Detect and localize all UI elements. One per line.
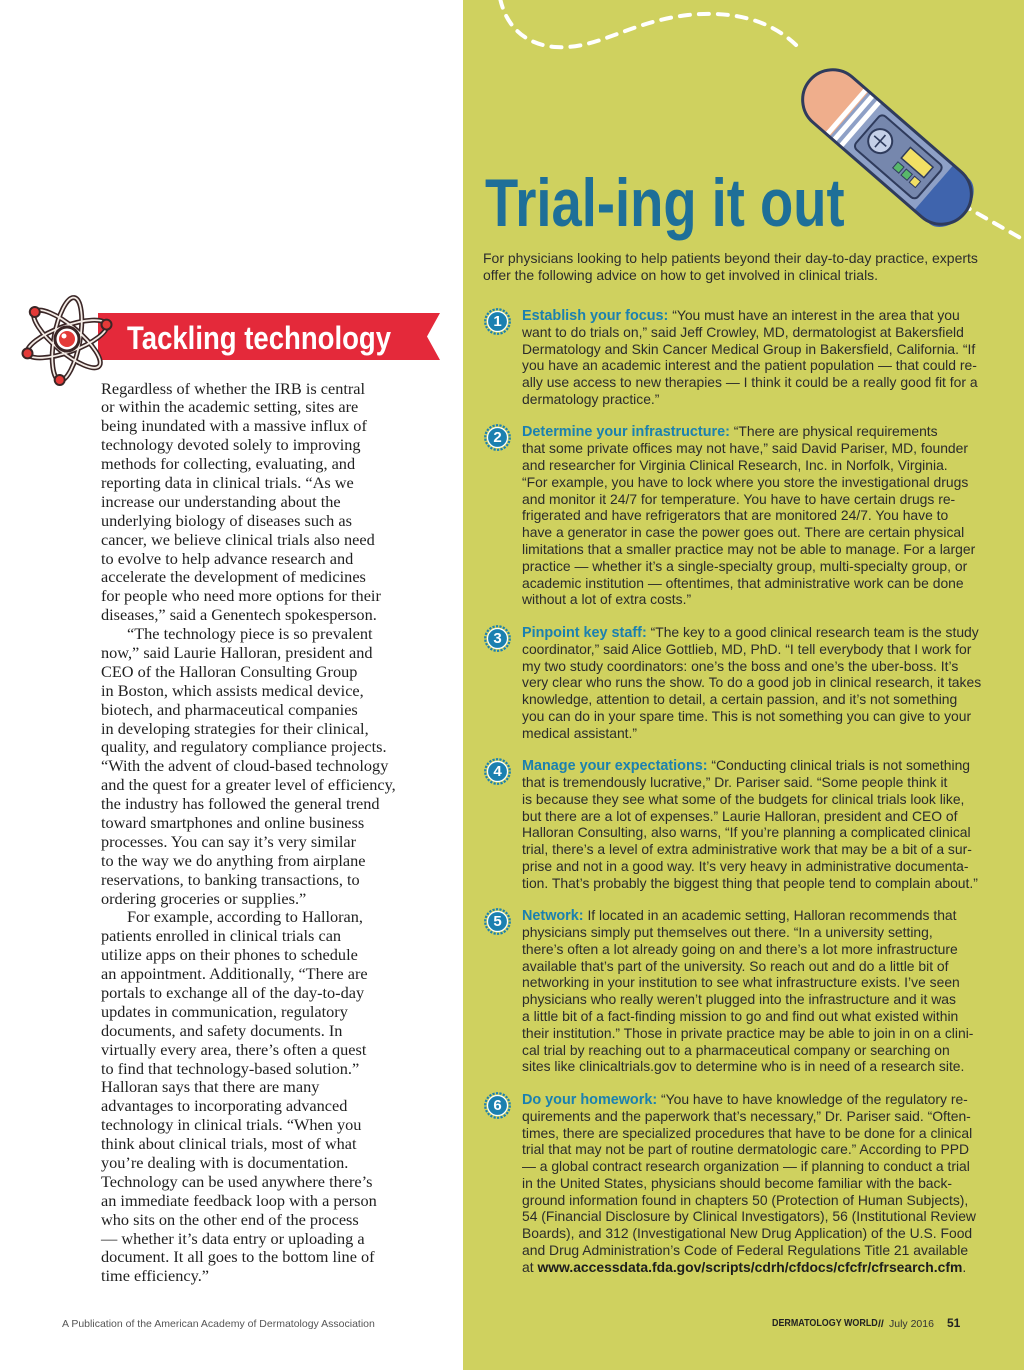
sidebar-text-line: advantages to incorporating advanced bbox=[101, 1096, 348, 1116]
tip-text-segment: at bbox=[522, 1258, 534, 1275]
sidebar-text-line: — whether it’s data entry or uploading a bbox=[101, 1228, 365, 1248]
tip-text-line: physicians who really weren’t plugged into the infrastructure and it was bbox=[522, 991, 956, 1008]
sidebar-text-line: the industry has followed the general trend bbox=[101, 794, 380, 814]
tip-heading: Manage your expectations: bbox=[522, 758, 708, 775]
sidebar-text-line: document. It all goes to the bottom line of bbox=[101, 1247, 375, 1267]
tip-text bbox=[522, 757, 1002, 891]
tip-text-line: is because they see what some of the budgets for clinical trials look like, bbox=[522, 790, 965, 807]
tip-item bbox=[493, 423, 1002, 608]
tip-text-segment: “Conducting clinical trials is not something bbox=[711, 757, 971, 774]
tip-text-segment: “The key to a good clinical research team is the study bbox=[650, 623, 979, 640]
tip-number-badge bbox=[484, 758, 511, 785]
tip-text-line: prise and not in a good way. It’s very heavy in administrative documenta- bbox=[522, 857, 969, 874]
sidebar-text-line: an appointment. Additionally, “There are bbox=[101, 964, 368, 984]
tip-text bbox=[522, 307, 1002, 408]
sidebar-text-line: cancer, we believe clinical trials also need bbox=[101, 529, 375, 549]
sidebar-text-line: being inundated with a massive influx of bbox=[101, 416, 367, 436]
tip-text-line: times, there are specialized procedures that have to be done for a clinical bbox=[522, 1124, 973, 1141]
tip-text-line bbox=[522, 907, 1002, 924]
tip-text-line: Halloran Consulting, also warns, “If you’re planning a complicated clinical bbox=[522, 824, 971, 841]
tip-text-line: Boards), and 312 (Investigational New Drug Application) of the U.S. Food bbox=[522, 1225, 973, 1242]
regulations-url: www.accessdata.fda.gov/scripts/cdrh/cfdocs/cfcfr/cfrsearch.cfm bbox=[537, 1258, 963, 1275]
tip-text-line bbox=[522, 757, 1002, 774]
sidebar-text-line: virtually every area, there’s often a quest bbox=[101, 1039, 367, 1059]
intro-line: offer the following advice on how to get involved in clinical trials. bbox=[483, 267, 879, 283]
tip-text-line: and monitor it 24/7 for temperature. You have to have certain drugs re- bbox=[522, 490, 956, 507]
tip-text-segment: “You must have an interest in the area that you bbox=[672, 307, 960, 323]
sidebar-body bbox=[101, 380, 396, 1287]
tip-text-line: you have an academic interest and the patient population — that could re- bbox=[522, 357, 977, 374]
tip-heading: Network: bbox=[522, 908, 584, 925]
tip-item bbox=[493, 307, 1002, 408]
footer-magazine-name: DERMATOLOGY WORLD bbox=[772, 1318, 878, 1329]
tip-text-line: networking in your institution to see what infrastructure exists. I’ve seen bbox=[522, 974, 960, 991]
tip-text bbox=[522, 423, 1002, 608]
tip-text-line: available that’s part of the university. So reach out and do a little bit of bbox=[522, 957, 949, 974]
tip-heading: Do your homework: bbox=[522, 1091, 658, 1108]
tip-text-line: their institution.” Those in private practice may be able to join in on a clini- bbox=[522, 1024, 974, 1041]
sidebar-text-line: processes. You can say it’s very similar bbox=[101, 831, 357, 851]
atom-icon bbox=[20, 292, 114, 386]
tip-text-line: limitations that a smaller practice may not be able to manage. For a larger bbox=[522, 541, 976, 558]
sidebar-text-line: portals to exchange all of the day-to-day bbox=[101, 983, 365, 1002]
tip-number-badge bbox=[484, 625, 511, 652]
tip-number-badge bbox=[484, 908, 511, 935]
tip-text-line: cal trial by reaching out to a pharmaceutical company or searching on bbox=[522, 1041, 950, 1058]
tip-text-line: — a global contract research organization — if planning to conduct a trial bbox=[522, 1158, 970, 1175]
tip-text-line bbox=[522, 423, 1002, 440]
sidebar-paragraph bbox=[101, 908, 396, 1286]
tip-text-line: ground information found in chapters 50 (Protection of Human Subjects), bbox=[522, 1191, 969, 1208]
tip-text-line: “For example, you have to lock where you store the investigational drugs bbox=[522, 473, 969, 490]
sidebar-heading: Tackling technology bbox=[127, 320, 392, 356]
tip-heading: Pinpoint key staff: bbox=[522, 624, 647, 641]
tip-text-line: physicians simply put themselves out there. “In a university setting, bbox=[522, 924, 933, 941]
footer-page-number: 51 bbox=[947, 1316, 961, 1330]
sidebar-paragraph bbox=[101, 625, 396, 908]
tip-text-line: but there are a lot of expenses.” Laurie Halloran, president and CEO of bbox=[522, 807, 958, 824]
tip-text-line: and Drug Administration’s Code of Federal Regulations Title 21 available bbox=[522, 1242, 969, 1259]
sidebar-text-line: patients enrolled in clinical trials can bbox=[101, 926, 342, 946]
tip-text-line: knowledge, attention to detail, a certain passion, and it’s not something bbox=[522, 691, 958, 708]
sidebar-text-line: or within the academic setting, sites are bbox=[101, 397, 359, 417]
tip-text bbox=[522, 624, 1002, 742]
sidebar-paragraph bbox=[101, 380, 396, 626]
tip-text-line: Dermatology and Skin Cancer Medical Group in Bakersfield, California. “If bbox=[522, 340, 976, 357]
tips-list bbox=[493, 307, 1002, 1291]
tip-number: 2 bbox=[493, 429, 502, 447]
tip-text-line: frigerated and have refrigerators that are monitored 24/7. You have to bbox=[522, 507, 949, 524]
sidebar-text-line: to evolve to help advance research and bbox=[101, 548, 354, 568]
tip-text-line: dermatology practice.” bbox=[522, 390, 660, 407]
tip-text bbox=[522, 907, 1002, 1075]
tip-text-line: you can do in your spare time. This is not something you can give to your bbox=[522, 707, 972, 724]
tip-item bbox=[493, 1090, 1002, 1276]
tip-text-line: ally use access to new therapies — I think it could be a really good fit for a bbox=[522, 374, 978, 391]
article-title: Trial-ing it out bbox=[485, 165, 845, 241]
sidebar-text-line: toward smartphones and online business bbox=[101, 812, 365, 832]
sidebar-text-line: now,” said Laurie Halloran, president and bbox=[101, 642, 373, 662]
sidebar-text-line: “The technology piece is so prevalent bbox=[127, 624, 373, 644]
intro-line: For physicians looking to help patients beyond their day-to-day practice, experts bbox=[483, 250, 978, 266]
article-intro bbox=[483, 250, 978, 284]
sidebar-text-line: reservations, to banking transactions, to bbox=[101, 869, 360, 889]
sidebar-text-line: biotech, and pharmaceutical companies bbox=[101, 699, 358, 719]
sidebar-text-line: increase our understanding about the bbox=[101, 491, 341, 511]
tip-text-line bbox=[522, 307, 1002, 324]
tip-text-line: medical assistant.” bbox=[522, 724, 638, 741]
sidebar-text-line: technology devoted solely to improving bbox=[101, 435, 361, 455]
sidebar-text-line: accelerate the development of medicines bbox=[101, 567, 366, 587]
sidebar-text-line: who sits on the other end of the process bbox=[101, 1209, 359, 1229]
tip-text-line: my two study coordinators: one’s the boss and one’s the uber-boss. It’s bbox=[522, 657, 959, 674]
tip-text-line: trial that may not be part of routine dermatologic care.” According to PPD bbox=[522, 1141, 970, 1158]
sidebar-text-line: and the quest for a greater level of efficiency, bbox=[101, 775, 396, 795]
tip-text-line bbox=[522, 1091, 1002, 1108]
tip-number-badge bbox=[484, 424, 511, 451]
tip-text-line: without a lot of extra costs.” bbox=[522, 591, 692, 608]
tip-text-line: that is tremendously lucrative,” Dr. Pariser said. “Some people think it bbox=[522, 773, 948, 790]
tip-text-segment: . bbox=[962, 1258, 967, 1275]
sidebar-text-line: Technology can be used anywhere there’s bbox=[101, 1171, 373, 1191]
sidebar-text-line: Halloran says that there are many bbox=[101, 1077, 320, 1097]
tip-text-line: coordinator,” said Alice Gottlieb, MD, PhD. “I tell everybody that I work for bbox=[522, 640, 972, 657]
tip-item bbox=[493, 907, 1002, 1075]
tip-text bbox=[522, 1091, 1002, 1276]
tip-text-line: trial, there’s a level of extra administrative work that may be a bit of a sur- bbox=[522, 841, 972, 858]
sidebar-text-line: to find that technology-based solution.” bbox=[101, 1058, 360, 1078]
tip-text-line: very clear who runs the show. To do a good job in clinical research, it takes bbox=[522, 674, 982, 691]
sidebar-text-line: think about clinical trials, most of what bbox=[101, 1134, 357, 1154]
tip-text-line: practice — whether it’s a single-specialty group, multi-specialty group, or bbox=[522, 557, 968, 574]
tip-text-segment: If located in an academic setting, Halloran recommends that bbox=[587, 907, 957, 924]
sidebar-text-line: utilize apps on their phones to schedule bbox=[101, 945, 358, 965]
tip-text-line: quirements and the paperwork that’s necessary,” Dr. Pariser said. “Often- bbox=[522, 1107, 971, 1124]
tip-number-badge bbox=[484, 1092, 511, 1119]
tip-text-line: in the United States, physicians should become familiar with the back- bbox=[522, 1174, 953, 1191]
sidebar-text-line: methods for collecting, evaluating, and bbox=[101, 454, 356, 474]
sidebar-text-line: time efficiency.” bbox=[101, 1266, 210, 1286]
tip-text-line: sites like clinicaltrials.gov to determine who is in need of a research site. bbox=[522, 1058, 965, 1075]
tip-item bbox=[493, 623, 1002, 742]
sidebar-text-line: in Boston, which assists medical device, bbox=[101, 680, 364, 700]
tip-number: 1 bbox=[493, 313, 502, 330]
sidebar-text-line: in developing strategies for their clinical, bbox=[101, 718, 369, 738]
sidebar-text-line: technology in clinical trials. “When you bbox=[101, 1115, 362, 1135]
sidebar-text-line: underlying biology of diseases such as bbox=[101, 510, 352, 530]
tip-number: 4 bbox=[493, 763, 502, 781]
tip-text-line: academic institution — oftentimes, that administrative work can be done bbox=[522, 574, 964, 591]
tip-text-line: 54 (Financial Disclosure by Clinical Investigators), 56 (Institutional Review bbox=[522, 1208, 976, 1225]
sidebar-text-line: for people who need more options for their bbox=[101, 586, 381, 606]
sidebar-text-line: documents, and safety documents. In bbox=[101, 1020, 343, 1040]
tip-text-segment: “You have to have knowledge of the regulatory re- bbox=[660, 1090, 968, 1107]
tip-heading: Establish your focus: bbox=[522, 308, 669, 324]
tip-number: 5 bbox=[493, 913, 502, 931]
tip-text-line: tion. That’s probably the biggest thing that people tend to complain about.” bbox=[522, 874, 978, 891]
footer-issue-date: July 2016 bbox=[889, 1318, 934, 1330]
footer-publication: A Publication of the American Academy of Dermatology Association bbox=[62, 1318, 375, 1330]
sidebar-text-line: diseases,” said a Genentech spokesperson. bbox=[101, 605, 377, 625]
tip-text-line: have a generator in case the power goes out. There are certain physical bbox=[522, 524, 965, 541]
tip-text-line: and researcher for Virginia Clinical Research, Inc. in Norfolk, Virginia. bbox=[522, 457, 948, 474]
sidebar-text-line: Regardless of whether the IRB is central bbox=[101, 378, 366, 398]
tip-text-line: there’s often a lot already going on and there’s a lot more infrastructure bbox=[522, 940, 958, 957]
sidebar-text-line: to the way we do anything from airplane bbox=[101, 850, 366, 870]
tip-heading: Determine your infrastructure: bbox=[522, 424, 730, 441]
sidebar-text-line: you’re dealing with is documentation. bbox=[101, 1153, 349, 1173]
footer-separator: // bbox=[878, 1318, 884, 1330]
tip-text-line: want to do trials on,” said Jeff Crowley, MD, dermatologist at Bakersfield bbox=[522, 323, 964, 340]
tip-number: 3 bbox=[493, 629, 502, 647]
sidebar-text-line: ordering groceries or supplies.” bbox=[101, 888, 307, 908]
tip-text-segment: “There are physical requirements bbox=[733, 423, 938, 440]
tip-number-badge bbox=[484, 308, 511, 335]
sidebar-text-line: quality, and regulatory compliance projects. bbox=[101, 737, 387, 757]
sidebar-text-line: reporting data in clinical trials. “As we bbox=[101, 472, 354, 492]
tip-text-line: that some private offices may not have,” said David Pariser, MD, founder bbox=[522, 440, 968, 457]
tip-text-line bbox=[522, 624, 1002, 641]
sidebar-text-line: “With the advent of cloud-based technology bbox=[101, 756, 389, 776]
tip-item bbox=[493, 757, 1002, 891]
tip-text-line bbox=[522, 1259, 1002, 1276]
tip-number: 6 bbox=[493, 1096, 502, 1114]
sidebar-text-line: updates in communication, regulatory bbox=[101, 1001, 348, 1021]
sidebar-text-line: For example, according to Halloran, bbox=[127, 907, 363, 927]
sidebar-text-line: CEO of the Halloran Consulting Group bbox=[101, 661, 358, 681]
tip-text-line: a little bit of a fact-finding mission to go and find out what existed within bbox=[522, 1008, 959, 1025]
sidebar-text-line: an immediate feedback loop with a person bbox=[101, 1190, 377, 1210]
